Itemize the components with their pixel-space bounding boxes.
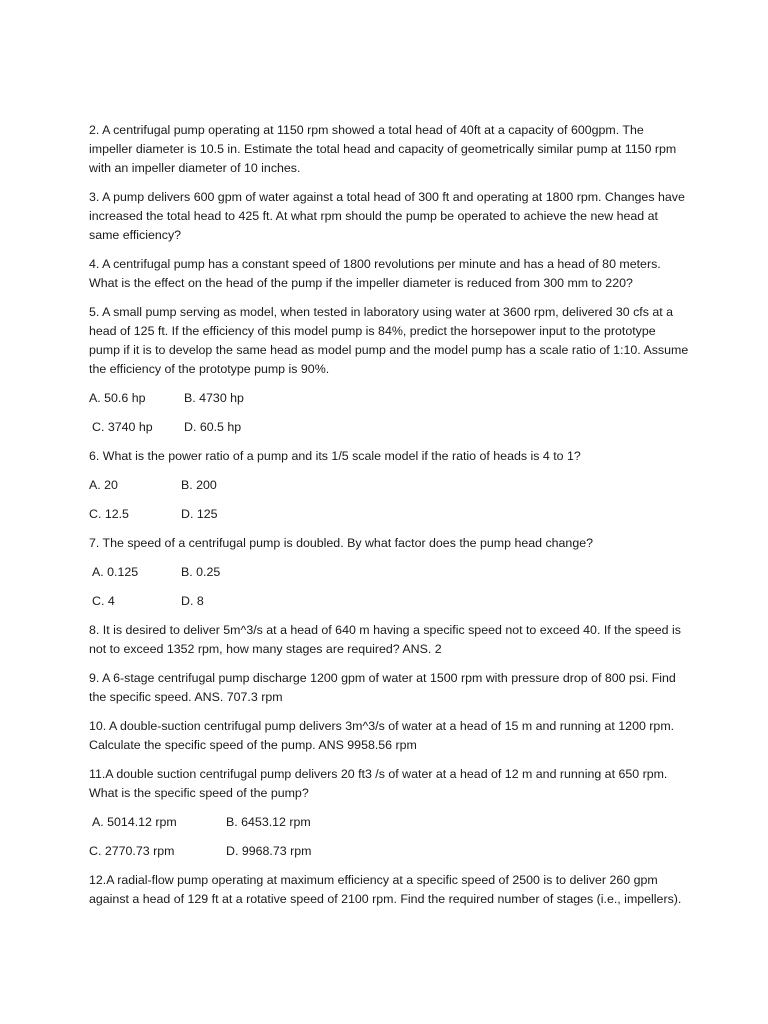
question-4: 4. A centrifugal pump has a constant speed of 1800 revolutions per minute and has a head of 80 meters. What is the effect on the head of the pump if the impeller diameter is reduced from 300 mm to 220?: [89, 257, 661, 290]
q5-option-c: C. 3740 hp: [92, 420, 153, 434]
q5-option-a: A. 50.6 hp: [89, 391, 146, 405]
q5-option-b: B. 4730 hp: [184, 391, 244, 405]
q5-options-row-2: [89, 418, 689, 437]
question-3: 3. A pump delivers 600 gpm of water against a total head of 300 ft and operating at 1800 rpm. Changes have increased the total head to 425 ft. At what rpm should the pump be operated to achieve the new head at same efficiency?: [89, 190, 685, 242]
q6-option-a: A. 20: [89, 478, 118, 492]
q5-option-d: D. 60.5 hp: [184, 420, 242, 434]
q7-options-row-1: [89, 563, 689, 582]
q6-option-b: B. 200: [181, 478, 217, 492]
q6-options-row-1: [89, 476, 689, 495]
q7-option-b: B. 0.25: [181, 565, 221, 579]
question-7: 7. The speed of a centrifugal pump is doubled. By what factor does the pump head change?: [89, 536, 593, 550]
q11-options-row-2: [89, 842, 689, 861]
question-12: 12.A radial-flow pump operating at maximum efficiency at a specific speed of 2500 is to deliver 260 gpm against a head of 129 ft at a rotative speed of 2100 rpm. Find the required number of stages (i.e., impellers).: [89, 873, 682, 906]
q11-option-a: A. 5014.12 rpm: [92, 815, 177, 829]
question-9: 9. A 6-stage centrifugal pump discharge 1200 gpm of water at 1500 rpm with pressure drop of 800 psi. Find the specific speed. ANS. 707.3 rpm: [89, 671, 676, 704]
question-11: 11.A double suction centrifugal pump delivers 20 ft3 /s of water at a head of 12 m and running at 650 rpm. What is the specific speed of the pump?: [89, 767, 668, 800]
q5-options-row-1: [89, 389, 689, 408]
q7-option-c: C. 4: [92, 594, 115, 608]
q6-option-d: D. 125: [181, 507, 218, 521]
question-2: 2. A centrifugal pump operating at 1150 rpm showed a total head of 40ft at a capacity of 600gpm. The impeller diameter is 10.5 in. Estimate the total head and capacity of geometrically similar pump at 1150 rpm with an impeller diameter of 10 inches.: [89, 123, 677, 175]
q11-option-c: C. 2770.73 rpm: [89, 844, 175, 858]
question-8: 8. It is desired to deliver 5m^3/s at a head of 640 m having a specific speed not to exceed 40. If the speed is not to exceed 1352 rpm, how many stages are required? ANS. 2: [89, 623, 681, 656]
question-list: [89, 121, 689, 919]
q6-options-row-2: [89, 505, 689, 524]
q11-option-b: B. 6453.12 rpm: [226, 815, 311, 829]
question-6: 6. What is the power ratio of a pump and its 1/5 scale model if the ratio of heads is 4 to 1?: [89, 449, 581, 463]
q7-option-d: D. 8: [181, 594, 204, 608]
q7-option-a: A. 0.125: [92, 565, 139, 579]
q11-options-row-1: [89, 813, 689, 832]
question-10: 10. A double-suction centrifugal pump delivers 3m^3/s of water at a head of 15 m and running at 1200 rpm. Calculate the specific speed of the pump. ANS 9958.56 rpm: [89, 719, 675, 752]
q6-option-c: C. 12.5: [89, 507, 129, 521]
q7-options-row-2: [89, 592, 689, 611]
q11-option-d: D. 9968.73 rpm: [226, 844, 312, 858]
question-5: 5. A small pump serving as model, when tested in laboratory using water at 3600 rpm, delivered 30 cfs at a head of 125 ft. If the efficiency of this model pump is 84%, predict the horsepower input to the prototype pump if it is to develop the same head as model pump and the model pump has a scale ratio of 1:10. Assume the efficiency of the prototype pump is 90%.: [89, 305, 689, 376]
